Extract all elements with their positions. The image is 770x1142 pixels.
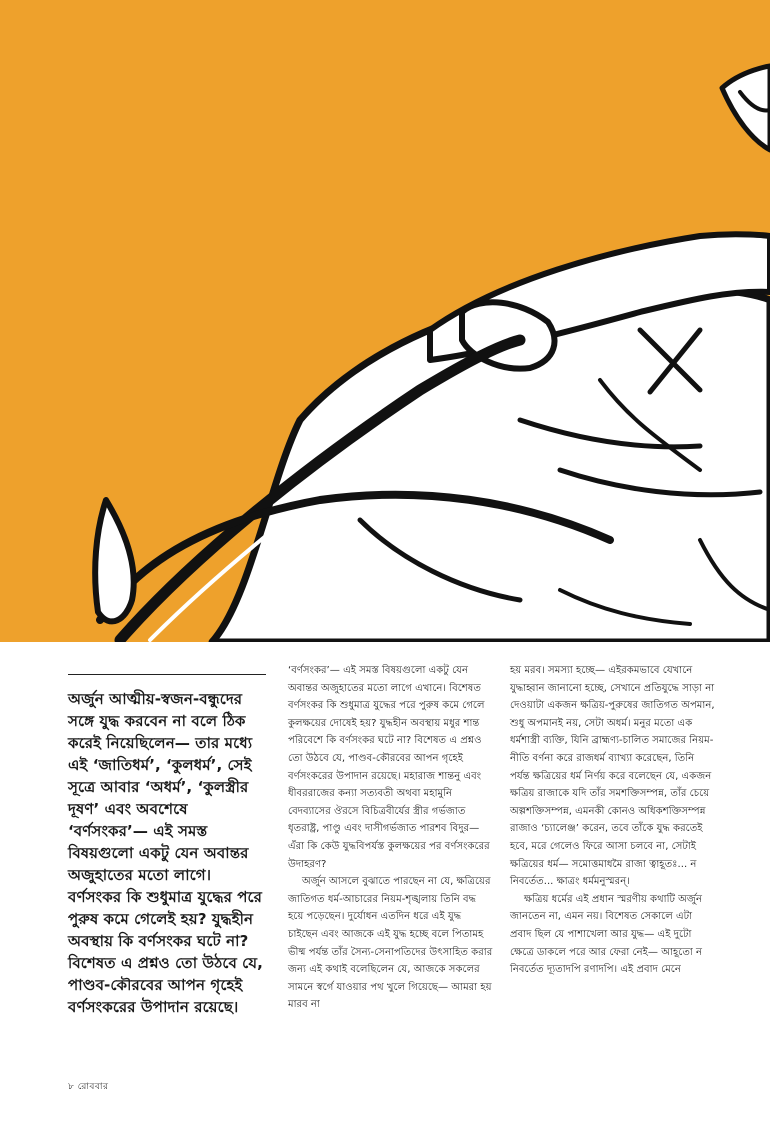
body-column-3 [510, 662, 716, 979]
column3-paragraph-1: হয় মরব। সমস্যা হচ্ছে— এইরকমভাবে যেখানে যুদ্ধাহ্বান জানানো হচ্ছে, সেখানে প্রতিযুদ্ধে সাড়া না দেওয়াটা একজন ক্ষত্রিয়-পুরুষের জাতিগত অপমান, শুধু অপমানই নয়, সেটা অধর্ম। মনুর মতো এক ধর্মশাস্ত্রী ব্যক্তি, যিনি ব্রাহ্মণ্য-চালিত সমাজের নিয়ম-নীতি বর্ণনা করে রাজধর্ম ব্যাখ্যা করেছেন, তিনি পর্যন্ত ক্ষত্রিয়ের ধর্ম নির্ণয় করে বলেছেন যে, একজন ক্ষত্রিয় রাজাকে যদি তাঁর সমশক্তিসম্পন্ন, তাঁর চেয়ে অল্পশক্তিসম্পন্ন, এমনকী কোনও অধিকশক্তিসম্পন্ন রাজাও ‘চ্যালেঞ্জ’ করেন, তবে তাঁকে যুদ্ধ করতেই হবে, মরে গেলেও ফিরে আসা চলবে না, সেটাই ক্ষত্রিয়ের ধর্ম— সমোত্তমাধমৈ রাজা ত্বাহূতঃ... ন নিবর্তেত... ক্ষাত্রং ধর্মমনুস্মরন্। [510, 665, 715, 888]
column2-paragraph-1: ‘বর্ণসংকর’— এই সমস্ত বিষয়গুলো একটু যেন অবান্তর অজুহাতের মতো লাগে এখানে। বিশেষত বর্ণসংকর কি শুধুমাত্র যুদ্ধের পরে পুরুষ কমে গেলে কুলক্ষয়ের দোষেই হয়? যুদ্ধহীন অবস্থায় মধুর শান্ত পরিবেশে কি বর্ণসংকর ঘটে না? বিশেষত এ প্রশ্নও তো উঠবে যে, পাণ্ডব-কৌরবের আপন গৃহেই বর্ণসংকরের উপাদান রয়েছে। মহারাজ শান্তনু এবং ধীবররাজের কন্যা সত্যবতী অথবা মহামুনি বেদব্যাসের ঔরসে বিচিত্রবীর্যের স্ত্রীর গর্ভজাত ধৃতরাষ্ট্র, পাণ্ডু এবং দাসীগর্ভজাত পারশব বিদুর— এঁরা কি কেউ যুদ্ধবিপর্যস্ত কুলক্ষয়ের পর বর্ণসংকরের উদাহরণ? [288, 665, 490, 870]
pull-quote: অর্জুন আত্মীয়-স্বজন-বন্ধুদের সঙ্গে যুদ্ধ করবেন না বলে ঠিক করেই নিয়েছিলেন— তার মধ্যে এই ‘জাতিধর্ম’, ‘কুলধর্ম’, সেই সূত্রে আবার ‘অধর্ম’, ‘কুলস্ত্রীর দূষণ’ এবং অবশেষে ‘বর্ণসংকর’— এই সমস্ত বিষয়গুলো একটু যেন অবান্তর অজুহাতের মতো লাগে। বর্ণসংকর কি শুধুমাত্র যুদ্ধের পরে পুরুষ কমে গেলেই হয়? যুদ্ধহীন অবস্থায় কি বর্ণসংকর ঘটে না? বিশেষত এ প্রশ্নও তো উঠবে যে, পাণ্ডব-কৌরবের আপন গৃহেই বর্ণসংকরের উপাদান রয়েছে। [68, 690, 263, 1016]
column2-paragraph-2: অর্জুন আসলে বুঝাতে পারছেন না যে, ক্ষত্রিয়ের জাতিগত ধর্ম-আচারের নিয়ম-শৃঙ্খলায় তিনি বদ্ধ হয়ে পড়েছেন। দুর্যোধন এতদিন ধরে এই যুদ্ধ চাইছেন এবং আজকে এই যুদ্ধ হচ্ছে বলে পিতামহ ভীষ্ম পর্যন্ত তাঁর সৈন্য-সেনাপতিদের উৎসাহিত করার জন্য এই কথাই বলেছিলেন যে, আজকে সকলের সামনে স্বর্গে যাওয়ার পথ খুলে গিয়েছে— আমরা হয় মারব না [288, 876, 493, 1011]
column3-paragraph-2: ক্ষত্রিয় ধর্মের এই প্রধান স্মরণীয় কথাটি অর্জুন জানতেন না, এমন নয়। বিশেষত সেকালে এটা প্রবাদ ছিল যে পাশাখেলা আর যুদ্ধ— এই দুটো ক্ষেত্রে ডাকলে পরে আর ফেরা নেই— আহূতো ন নিবর্তেত দ্যূতাদপি রণাদপি। এই প্রবাদ মেনে [510, 893, 703, 976]
pull-quote-rule [68, 674, 266, 675]
body-column-2 [288, 662, 494, 1014]
page-footer: ৮ রোববার [68, 1082, 109, 1092]
